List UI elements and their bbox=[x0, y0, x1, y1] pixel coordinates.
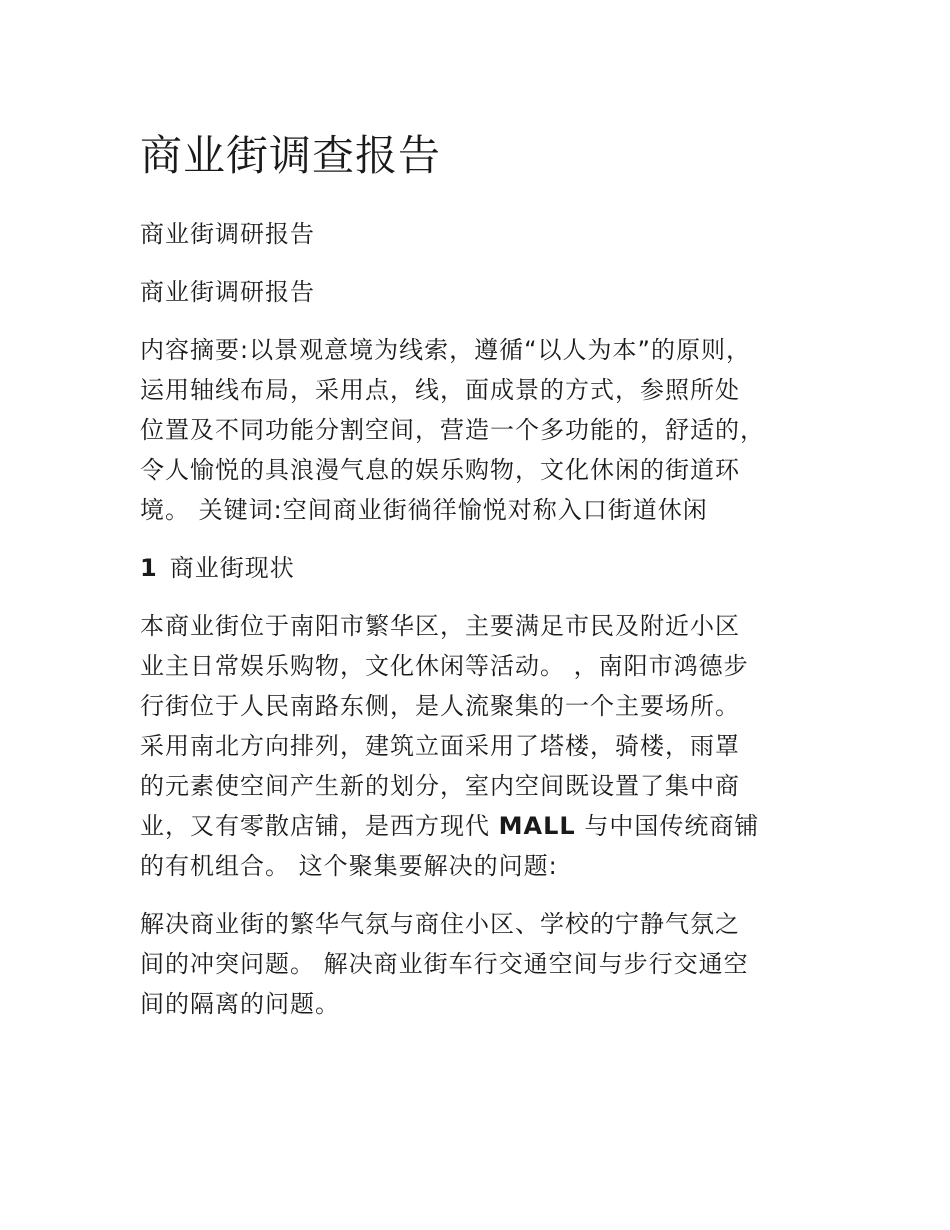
body-line: 采用南北方向排列，建筑立面采用了塔楼，骑楼，雨罩 bbox=[140, 732, 740, 760]
body-line: 行街位于人民南路东侧，是人流聚集的一个主要场所。 bbox=[140, 692, 740, 720]
abstract-line: 位置及不同功能分割空间，营造一个多功能的，舒适的， bbox=[140, 416, 765, 444]
body-line: 业主日常娱乐购物，文化休闲等活动。 ，南阳市鸿德步 bbox=[140, 652, 749, 680]
problem-paragraph bbox=[140, 904, 830, 1024]
body-line-part: 业，又有零散店铺，是西方现代 bbox=[140, 812, 499, 840]
abstract-line: 运用轴线布局，采用点，线，面成景的方式，参照所处 bbox=[140, 376, 740, 404]
document-title: 商业街调查报告 bbox=[140, 131, 442, 180]
abstract-line: 令人愉悦的具浪漫气息的娱乐购物，文化休闲的街道环 bbox=[140, 456, 740, 484]
problem-line: 解决商业街的繁华气氛与商住小区、学校的宁静气氛之 bbox=[140, 910, 740, 938]
body-line bbox=[140, 806, 830, 846]
document-page bbox=[140, 128, 830, 1042]
body-line: 的元素使空间产生新的划分，室内空间既设置了集中商 bbox=[140, 772, 740, 800]
section-number: 1 bbox=[140, 554, 158, 582]
abstract-paragraph bbox=[140, 330, 830, 530]
body-line-part: 与中国传统商铺 bbox=[575, 812, 760, 840]
mall-term: MALL bbox=[498, 812, 576, 840]
body-line: 的有机组合。 这个聚集要解决的问题: bbox=[140, 852, 558, 880]
problem-line: 间的冲突问题。 解决商业街车行交通空间与步行交通空 bbox=[140, 950, 749, 978]
abstract-line: 内容摘要:以景观意境为线索，遵循“以人为本”的原则， bbox=[140, 336, 751, 364]
subtitle-paragraph-2: 商业街调研报告 bbox=[140, 278, 315, 306]
body-paragraph bbox=[140, 606, 830, 886]
subtitle-paragraph-1: 商业街调研报告 bbox=[140, 220, 315, 248]
body-line: 本商业街位于南阳市繁华区，主要满足市民及附近小区 bbox=[140, 612, 740, 640]
abstract-line: 境。 关键词:空间商业街徜徉愉悦对称入口街道休闲 bbox=[140, 496, 708, 524]
section-title: 商业街现状 bbox=[169, 554, 295, 582]
section-heading bbox=[140, 548, 830, 588]
problem-line: 间的隔离的问题。 bbox=[140, 990, 340, 1018]
